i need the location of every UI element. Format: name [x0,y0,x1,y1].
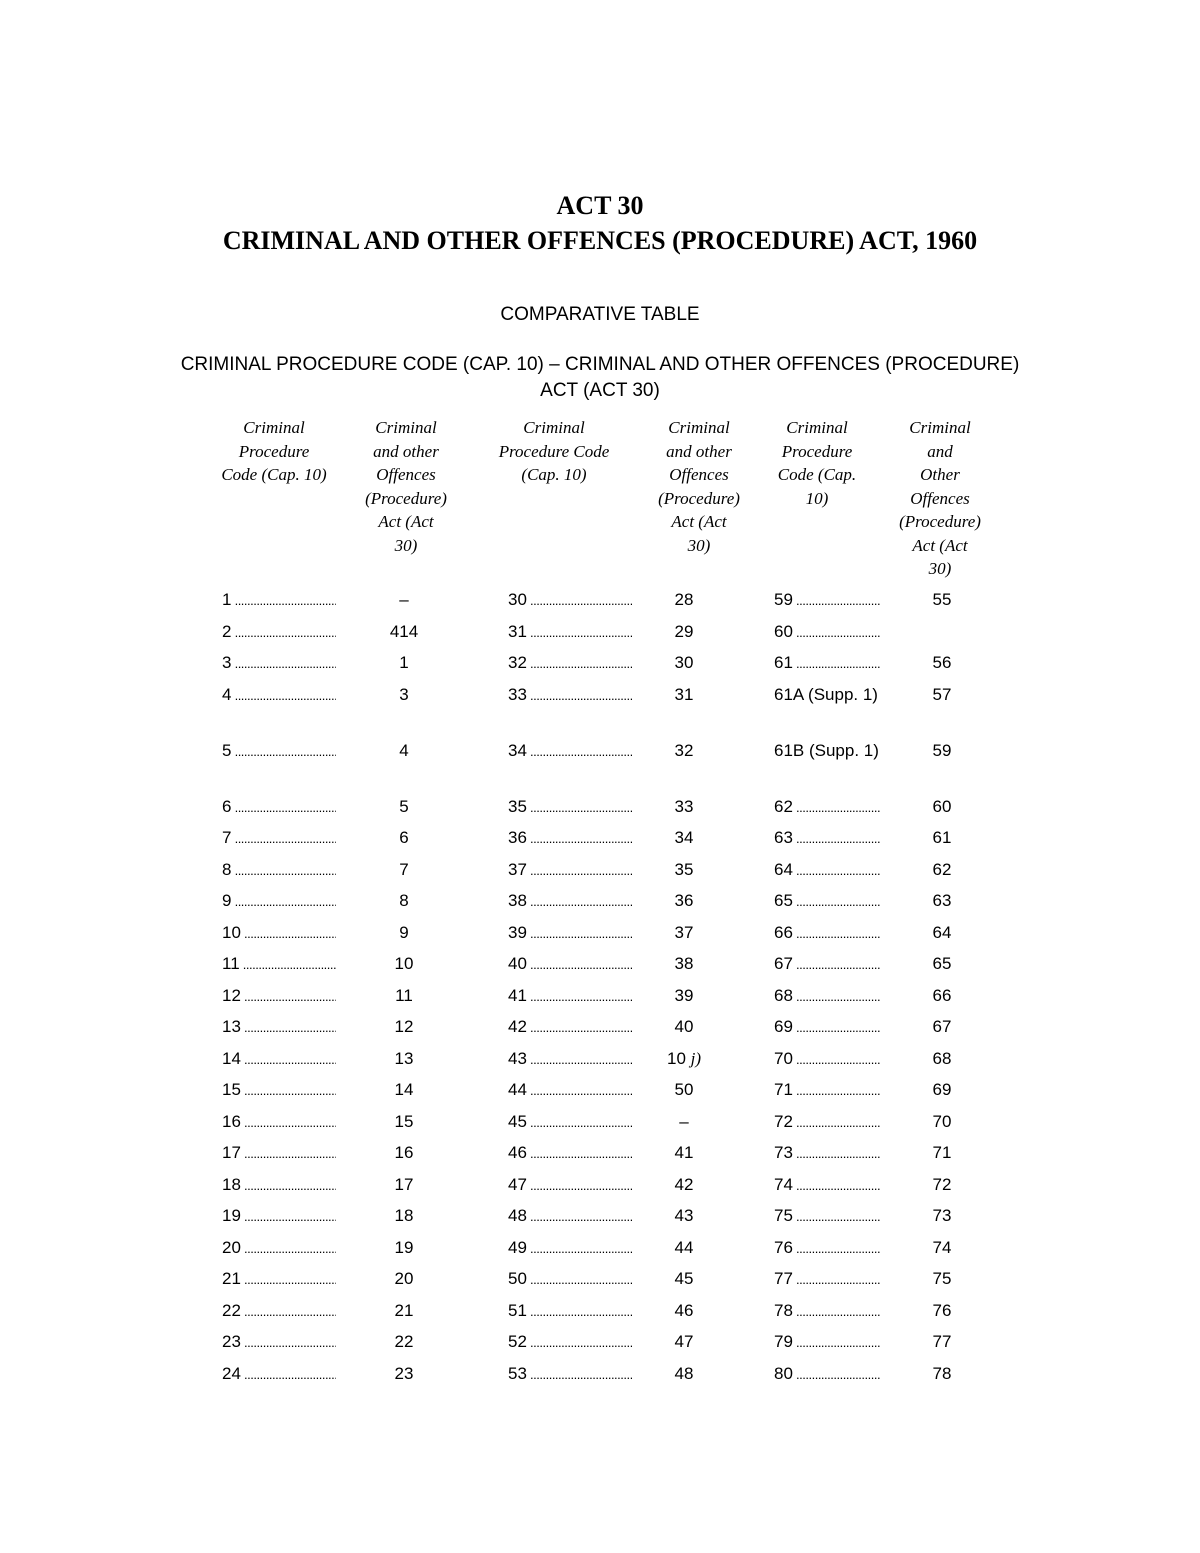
act30-section-cell: 6 [399,828,409,847]
table-row [212,652,1012,684]
act30-section-cell: 17 [394,1174,414,1194]
cap10-section-cell: 43 ..... [508,1048,632,1071]
act30-section-cell: 66 [932,985,952,1005]
column-header-1 [210,416,338,487]
table-row [212,1111,1012,1143]
act30-section-cell: 414 [389,621,419,641]
column-header-line: 10) [805,488,829,508]
cap10-section-cell: 6 ..... [222,796,336,819]
column-header-line: (Cap. 10) [521,465,587,484]
table-row [212,1268,1012,1300]
act30-section-cell: 70 [932,1111,952,1131]
act30-section-cell: 32 [674,740,694,760]
column-header-2 [354,416,458,557]
column-header-line: and other [373,441,439,461]
cap10-section-cell: 37 ..... [508,859,632,882]
act30-section-cell: 20 [394,1269,414,1288]
cap10-section-cell: 64 ..... [774,859,880,882]
act30-section-cell: 38 [674,954,694,973]
cap10-section-cell: 21 ..... [222,1268,336,1291]
cap10-section-cell: 14 ..... [222,1048,336,1071]
column-header-line: Code (Cap. 10) [221,465,327,484]
cap10-section-cell: 50 ..... [508,1268,632,1291]
cap10-section-cell: 36 ..... [508,827,632,850]
cap10-section-cell: 32 ..... [508,652,632,675]
cap10-section-cell: 80 ..... [774,1363,880,1386]
cap10-section-cell: 41 ..... [508,985,632,1008]
act30-section-cell: 65 [932,954,952,973]
act30-section-cell: 15 [394,1111,414,1131]
table-row [212,589,1012,621]
act30-section-cell: 42 [674,1174,694,1194]
table-row [212,1205,1012,1237]
cap10-section-cell: 72 ..... [774,1111,880,1134]
table-row [212,1331,1012,1363]
column-header-line: and other [666,441,732,461]
act30-section-cell: 23 [394,1363,414,1383]
table-row [212,859,1012,891]
cap10-section-cell: 16 ..... [222,1111,336,1134]
cap10-section-cell: 30 ..... [508,589,632,612]
cap10-section-cell: 1 ..... [222,589,336,612]
table-body [212,589,1012,1394]
act30-section-cell: 22 [394,1332,414,1351]
column-header-line: Offences [669,465,729,484]
act30-section-cell: 74 [932,1237,952,1257]
cap10-section-cell: 59 ..... [774,589,880,612]
act30-section-cell: 21 [394,1300,414,1320]
cap10-section-cell: 61 ..... [774,652,880,675]
act30-section-cell: – [399,590,409,609]
table-row [212,1079,1012,1111]
column-header-line: 30) [394,535,418,555]
act30-section-cell: 4 [399,740,409,760]
act30-section-cell: 50 [674,1080,694,1099]
column-header-line: 30) [928,559,952,578]
act30-section-cell: 19 [394,1237,414,1257]
column-header-line: Act (Act [912,535,968,555]
cap10-section-cell: 24 ..... [222,1363,336,1386]
cap10-section-cell: 34 ..... [508,740,632,763]
act30-section-cell: 60 [932,796,952,816]
table-row [212,684,1012,740]
cap10-section-cell: 69 ..... [774,1016,880,1039]
act30-section-cell: 78 [932,1363,952,1383]
act30-section-cell: 45 [674,1269,694,1288]
cap10-section-cell: 47 ..... [508,1174,632,1197]
act30-section-cell: 13 [394,1048,414,1068]
act30-section-cell: 68 [932,1048,952,1068]
cap10-section-cell: 71 ..... [774,1079,880,1102]
act30-section-cell: 33 [674,796,694,816]
act30-section-cell: 59 [932,740,952,760]
column-header-line: Offences [910,488,970,508]
act-title: CRIMINAL AND OTHER OFFENCES (PROCEDURE) ACT, 1960 [222,226,978,255]
column-header-line: Criminal [668,418,730,437]
act30-section-cell: 35 [674,859,694,879]
act30-section-cell: 56 [932,653,952,672]
act30-section-cell: 9 [399,922,409,942]
act30-section-cell: 30 [674,653,694,672]
cap10-section-cell: 63 ..... [774,827,880,850]
table-row [212,922,1012,954]
cap10-section-cell: 19 ..... [222,1205,336,1228]
cap10-section-cell: 39 ..... [508,922,632,945]
column-header-line: Act (Act [671,512,727,531]
cap10-section-cell: 18 ..... [222,1174,336,1197]
column-header-line: Other [920,465,960,484]
cap10-section-cell: 48 ..... [508,1205,632,1228]
table-subheading-line2: ACT (ACT 30) [540,380,660,401]
cap10-section-cell: 33 ..... [508,684,632,707]
cap10-section-cell: 42 ..... [508,1016,632,1039]
cap10-section-cell: 68 ..... [774,985,880,1008]
column-header-line: Criminal [375,418,437,437]
column-header-line: Criminal [909,418,971,437]
act30-section-cell: 71 [932,1143,952,1162]
cap10-section-cell: 73 ..... [774,1142,880,1165]
column-header-line: Criminal [786,418,848,437]
cap10-section-cell: 20 ..... [222,1237,336,1260]
table-row [212,953,1012,985]
act30-section-cell: 7 [399,859,409,879]
cap10-section-cell: 77 ..... [774,1268,880,1291]
column-header-5 [768,416,866,510]
cap10-section-cell: 23 ..... [222,1331,336,1354]
act30-section-cell: 34 [674,828,694,847]
cap10-section-cell: 62 ..... [774,796,880,819]
cap10-section-cell: 12 ..... [222,985,336,1008]
act30-section-cell: 10 [394,954,414,973]
cap10-section-cell: 75 ..... [774,1205,880,1228]
cap10-section-cell: 35 ..... [508,796,632,819]
table-row [212,1048,1012,1080]
act30-section-cell: 3 [399,684,409,704]
cap10-section-cell: 31 ..... [508,621,632,644]
act30-section-cell: 11 [395,985,413,1005]
act30-section-cell: 39 [674,985,694,1005]
column-header-3 [484,416,624,487]
cap10-section-cell: 4 ..... [222,684,336,707]
cap10-section-cell: 78 ..... [774,1300,880,1323]
cap10-section-cell: 61A (Supp. 1) [774,684,878,704]
act30-section-cell: 47 [674,1332,694,1351]
cap10-section-cell: 76 ..... [774,1237,880,1260]
column-header-line: 30) [687,535,711,555]
cap10-section-cell: 44 ..... [508,1079,632,1102]
act30-section-cell: 36 [674,891,694,910]
table-row [212,1237,1012,1269]
cap10-section-cell: 67 ..... [774,953,880,976]
act30-section-cell: 41 [674,1143,694,1162]
column-header-6 [888,416,992,581]
act30-section-cell: 29 [674,621,694,641]
act30-section-cell: 37 [674,922,694,942]
act30-section-cell: 72 [932,1174,952,1194]
cap10-section-cell: 52 ..... [508,1331,632,1354]
cap10-section-cell: 45 ..... [508,1111,632,1134]
column-header-line: (Procedure) [899,512,981,531]
cap10-section-cell: 13 ..... [222,1016,336,1039]
cap10-section-cell: 2 ..... [222,621,336,644]
cap10-section-cell: 5 ..... [222,740,336,763]
act30-section-cell: 77 [932,1332,952,1351]
act30-section-cell: 12 [394,1017,414,1036]
act30-section-cell: 62 [932,859,952,879]
column-header-line: Criminal [243,418,305,437]
table-row [212,740,1012,796]
cap10-section-cell: 61B (Supp. 1) [774,740,879,760]
column-header-line: Offences [376,465,436,484]
cap10-section-cell: 10 ..... [222,922,336,945]
cap10-section-cell: 66 ..... [774,922,880,945]
column-header-line: and [927,441,953,461]
table-row [212,1016,1012,1048]
act30-section-cell: 61 [932,828,952,847]
table-row [212,1363,1012,1395]
act30-section-cell: 28 [674,590,694,609]
cap10-section-cell: 53 ..... [508,1363,632,1386]
table-row [212,621,1012,653]
column-header-line: (Procedure) [365,488,447,508]
act30-section-cell: 48 [674,1363,694,1383]
table-row [212,890,1012,922]
cap10-section-cell: 7 ..... [222,827,336,850]
cap10-section-cell: 8 ..... [222,859,336,882]
act30-section-cell: 44 [674,1237,694,1257]
cap10-section-cell: 17 ..... [222,1142,336,1165]
cap10-section-cell: 46 ..... [508,1142,632,1165]
column-header-4 [650,416,748,557]
act30-section-cell: 8 [399,891,409,910]
cap10-section-cell: 65 ..... [774,890,880,913]
table-subheading-line1: CRIMINAL PROCEDURE CODE (CAP. 10) – CRIMINAL AND OTHER OFFENCES (PROCEDURE) [180,354,1020,375]
cap10-section-cell: 49 ..... [508,1237,632,1260]
act30-section-cell: 46 [674,1300,694,1320]
act30-section-cell: 31 [674,684,694,704]
table-row [212,985,1012,1017]
table-row [212,796,1012,828]
table-heading: COMPARATIVE TABLE [500,304,700,325]
cap10-section-cell: 38 ..... [508,890,632,913]
cap10-section-cell: 11 ..... [222,953,336,976]
act30-section-cell: 76 [932,1300,952,1320]
act30-section-cell: 43 [674,1206,694,1225]
cap10-section-cell: 70 ..... [774,1048,880,1071]
column-header-line: Procedure [238,441,310,461]
act30-section-cell: 67 [932,1017,952,1036]
table-row [212,827,1012,859]
cap10-section-cell: 79 ..... [774,1331,880,1354]
act30-section-cell: 1 [399,653,409,672]
table-row [212,1142,1012,1174]
table-row [212,1174,1012,1206]
table-row [212,1300,1012,1332]
column-header-line: (Procedure) [658,488,740,508]
cap10-section-cell: 15 ..... [222,1079,336,1102]
act30-section-cell: 57 [932,684,952,704]
act30-section-cell: 16 [394,1143,414,1162]
act30-section-cell: 55 [932,590,952,609]
act30-section-cell: 63 [932,891,952,910]
act30-section-cell: 5 [399,796,409,816]
act30-section-cell: 10 j) [666,1048,702,1068]
act30-section-cell: – [679,1111,689,1131]
cap10-section-cell: 74 ..... [774,1174,880,1197]
column-header-line: Criminal [523,418,585,437]
column-header-line: Act (Act [378,512,434,531]
cap10-section-cell: 3 ..... [222,652,336,675]
column-header-line: Procedure Code [498,441,610,461]
cap10-section-cell: 60 ..... [774,621,880,644]
act30-section-cell: 40 [674,1017,694,1036]
column-header-line: Procedure [781,441,853,461]
act-number: ACT 30 [556,191,644,220]
act30-section-cell: 14 [394,1080,414,1099]
act30-section-cell: 73 [932,1206,952,1225]
act30-section-cell: 69 [932,1080,952,1099]
cap10-section-cell: 51 ..... [508,1300,632,1323]
column-header-line: Code (Cap. [777,465,857,484]
act30-section-cell: 75 [932,1269,952,1288]
cap10-section-cell: 22 ..... [222,1300,336,1323]
cap10-section-cell: 40 ..... [508,953,632,976]
act30-section-cell: 64 [932,922,952,942]
cap10-section-cell: 9 ..... [222,890,336,913]
act30-section-cell: 18 [394,1206,414,1225]
